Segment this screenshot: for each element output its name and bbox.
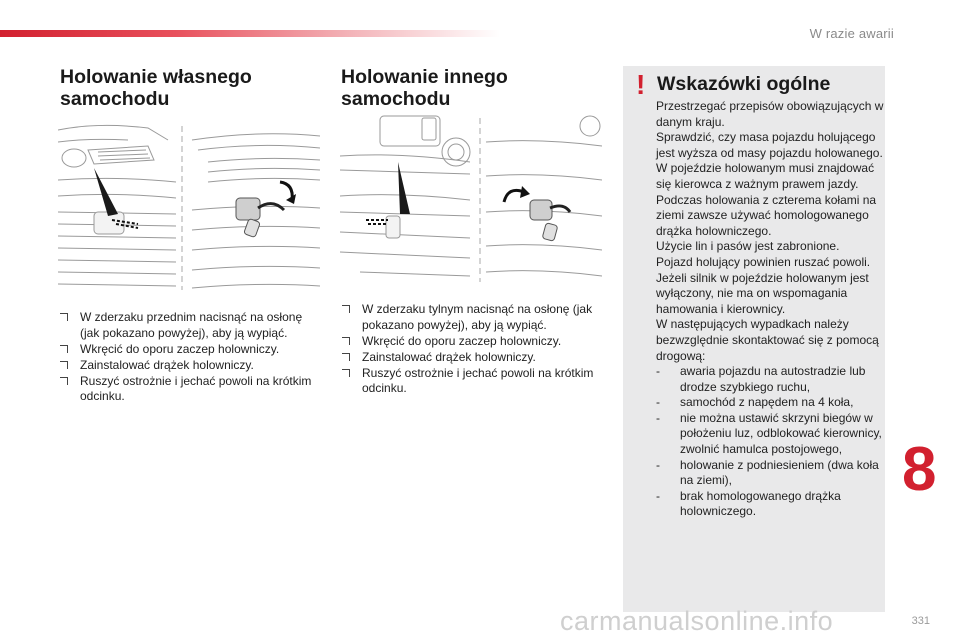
paragraph: Sprawdzić, czy masa pojazdu holującego jest wyższa od masy pojazdu holowanego. bbox=[656, 130, 883, 160]
list-item: W zderzaku tylnym nacisnąć na osłonę (jak pokazano powyżej), aby ją wypiąć. bbox=[342, 302, 604, 333]
paragraph: Jeżeli silnik w pojeździe holowanym jest wyłączony, nie ma on wspomagania hamowania i kierownicy. bbox=[656, 270, 869, 316]
arrow-bullet-icon bbox=[342, 353, 350, 361]
list-item: Zainstalować drążek holowniczy. bbox=[342, 350, 604, 366]
front-towing-illustration bbox=[58, 120, 320, 296]
list-item: Zainstalować drążek holowniczy. bbox=[60, 358, 322, 374]
arrow-bullet-icon bbox=[342, 369, 350, 377]
middle-column bbox=[341, 66, 606, 110]
middle-section-title: Holowanie innego samochodu bbox=[341, 66, 508, 110]
arrow-bullet-icon bbox=[342, 305, 350, 313]
list-item: Wkręcić do oporu zaczep holowniczy. bbox=[60, 342, 322, 358]
arrow-bullet-icon bbox=[60, 377, 68, 385]
paragraph: Pojazd holujący powinien ruszać powoli. bbox=[656, 254, 871, 269]
front-bumper-drawing bbox=[58, 120, 320, 296]
list-item: Wkręcić do oporu zaczep holowniczy. bbox=[342, 334, 604, 350]
list-item: - samochód z napędem na 4 koła, bbox=[656, 395, 854, 410]
arrow-bullet-icon bbox=[342, 337, 350, 345]
header-accent-bar bbox=[0, 30, 500, 37]
chapter-number: 8 bbox=[902, 435, 937, 504]
paragraph: W następujących wypadkach należy bezwzględnie skontaktować się z pomocą drogową: bbox=[656, 317, 879, 363]
watermark: carmanualsonline.info bbox=[560, 606, 834, 636]
contact-cases-list bbox=[656, 364, 884, 520]
page-number: 331 bbox=[911, 615, 930, 627]
paragraph: Podczas holowania z czterema kołami na ziemi zawsze używać homologowanego drążka holowniczego. bbox=[656, 192, 877, 238]
left-steps-list bbox=[60, 310, 322, 406]
chapter-header: W razie awarii bbox=[809, 26, 894, 41]
list-item: W zderzaku przednim nacisnąć na osłonę (jak pokazano powyżej), aby ją wypiąć. bbox=[60, 310, 322, 341]
paragraph: Przestrzegać przepisów obowiązujących w danym kraju. bbox=[656, 99, 884, 129]
general-advice-text bbox=[656, 99, 884, 520]
arrow-bullet-icon bbox=[60, 361, 68, 369]
paragraph: Użycie lin i pasów jest zabronione. bbox=[656, 239, 840, 254]
list-item: - holowanie z podniesieniem (dwa koła na ziemi), bbox=[656, 457, 879, 488]
arrow-bullet-icon bbox=[60, 345, 68, 353]
list-item: - awaria pojazdu na autostradzie lub drodze szybkiego ruchu, bbox=[656, 364, 866, 394]
left-section-title: Holowanie własnego samochodu bbox=[60, 66, 252, 110]
paragraph: W pojeździe holowanym musi znajdować się kierowca z ważnym prawem jazdy. bbox=[656, 161, 875, 191]
general-advice-title: Wskazówki ogólne bbox=[657, 73, 831, 95]
middle-steps-list bbox=[342, 302, 604, 398]
rear-bumper-drawing bbox=[340, 112, 602, 286]
list-item: - brak homologowanego drążka holowniczego. bbox=[656, 488, 841, 519]
list-item: Ruszyć ostrożnie i jechać powoli na krótkim odcinku. bbox=[342, 366, 604, 397]
arrow-bullet-icon bbox=[60, 313, 68, 321]
left-column bbox=[60, 66, 325, 110]
list-item: Ruszyć ostrożnie i jechać powoli na krótkim odcinku. bbox=[60, 374, 322, 405]
rear-towing-illustration bbox=[340, 112, 602, 286]
list-item: - nie można ustawić skrzyni biegów w położeniu luz, odblokować kierownicy, zwolnić hamulca postojowego, bbox=[656, 410, 882, 457]
warning-icon: ! bbox=[636, 69, 646, 100]
